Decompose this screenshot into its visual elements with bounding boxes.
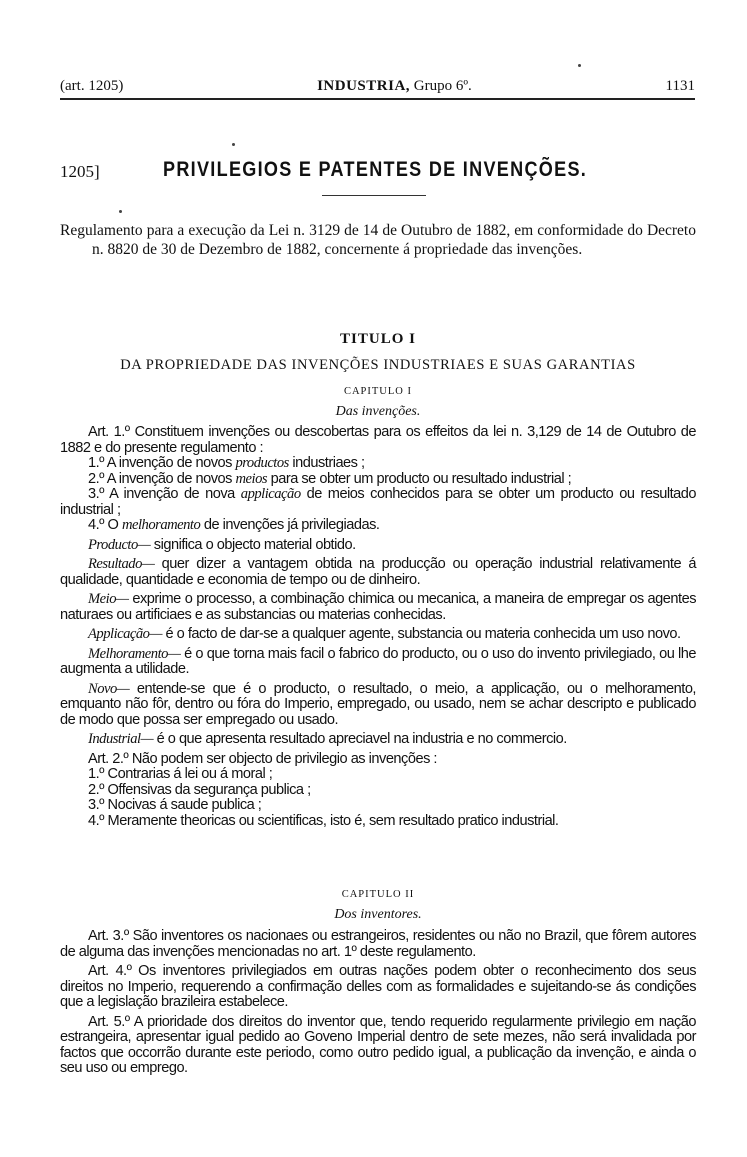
capitulo-1-label: CAPITULO I <box>343 386 413 397</box>
scan-speck <box>578 64 581 67</box>
art-5: Art. 5.º A prioridade dos direitos do inventor que, tendo requerido regularmente privilegio em nação estrangeira, apresentar igual pedido ao Goveno Imperial dentro de sete mezes, não será invalidada por factos que occorrão durante este periodo, como outro pedido igual, a publicação da invenção, e ainda o seu uso ou emprego. <box>60 1013 696 1076</box>
art-2: Art. 2.º Não podem ser objecto de privilegio as invenções : <box>88 750 437 767</box>
art-1-item: 4.º O melhoramento de invenções já privilegiadas. <box>88 517 380 533</box>
art-4: Art. 4.º Os inventores privilegiados em outras nações podem obter o reconhecimento dos seus direitos no Imperio, requerendo a confirmação delles com as formalidades e sujeitando-se ás condições que a legislação brazileira estabelece. <box>60 963 696 1010</box>
running-head-title: INDUSTRIA, Grupo 6º. <box>317 78 472 94</box>
definition: Industrial— é o que apresenta resultado apreciavel na industria e no commercio. <box>88 731 567 747</box>
article-range: (art. 1205) <box>60 78 124 94</box>
capitulo-2-label: CAPITULO II <box>341 889 415 900</box>
art-3: Art. 3.º São inventores os nacionaes ou estrangeiros, residentes ou não no Brazil, que fôrem autores de alguma das invenções mencionadas no art. 1º deste regulamento. <box>60 928 696 960</box>
art-1-item: 3.º A invenção de nova applicação de meios conhecidos para se obter um producto ou resultado industrial ; <box>60 486 696 518</box>
art-2-item: 2.º Offensivas da segurança publica ; <box>88 781 311 798</box>
art-2-item: 4.º Meramente theoricas ou scientificas, isto é, sem resultado pratico industrial. <box>88 812 559 829</box>
scan-speck <box>232 143 235 146</box>
definition: Producto— significa o objecto material obtido. <box>88 536 356 553</box>
page-number: 1131 <box>665 78 695 94</box>
definition: Melhoramento— é o que torna mais facil o fabrico do producto, ou o uso do invento privilegiado, ou lhe augmenta a utilidade. <box>60 645 696 677</box>
scan-speck <box>119 210 122 213</box>
art-1: Art. 1.º Constituem invenções ou descobertas para os effeitos da lei n. 3,129 de 14 de Outubro de 1882 e do presente regulamento : <box>60 424 696 456</box>
running-head <box>60 78 695 100</box>
chapter-2-body <box>60 929 696 1081</box>
art-2-item: 1.º Contrarias á lei ou á moral ; <box>88 766 273 782</box>
art-1-item: 2.º A invenção de novos meios para se obter um producto ou resultado industrial ; <box>88 470 572 487</box>
intro-paragraph: Regulamento para a execução da Lei n. 3129 de 14 de Outubro de 1882, em conformidade do Decreto n. 8820 de 30 de Dezembro de 1882, concernente á propriedade das invenções. <box>60 222 696 258</box>
chapter-1-body <box>60 425 696 829</box>
section-title: PRIVILEGIOS E PATENTES DE INVENÇÕES. <box>163 158 588 181</box>
titulo-subtitle: DA PROPRIEDADE DAS INVENÇÕES INDUSTRIAES E SUAS GARANTIAS <box>120 357 636 373</box>
art-2-item: 3.º Nocivas á saude publica ; <box>88 797 262 813</box>
art-1-item: 1.º A invenção de novos productos industriaes ; <box>88 455 365 471</box>
section-number: 1205] <box>60 162 100 181</box>
definition: Applicação— é o facto de dar-se a qualquer agente, substancia ou materia conhecida um uso novo. <box>88 626 681 642</box>
definition: Meio— exprime o processo, a combinação chimica ou mecanica, a maneira de empregar os agentes naturaes ou artificiaes e as substancias ou materias conhecidas. <box>60 591 696 623</box>
definition: Resultado— quer dizer a vantagem obtida na producção ou operação industrial relativamente á qualidade, quantidade e economia de tempo ou de dinheiro. <box>60 556 696 588</box>
definition: Novo— entende-se que é o producto, o resultado, o meio, a applicação, ou o melhoramento, emquanto não fôr, dentro ou fóra do Imperio, empregado, ou usado, nem se achar descripto e publicado de modo que possa ser empregado ou usado. <box>60 680 696 728</box>
capitulo-2-subtitle: Dos inventores. <box>334 907 422 922</box>
title-rule <box>322 195 426 196</box>
titulo-label: TITULO I <box>340 331 416 347</box>
capitulo-1-subtitle: Das invenções. <box>335 404 421 419</box>
